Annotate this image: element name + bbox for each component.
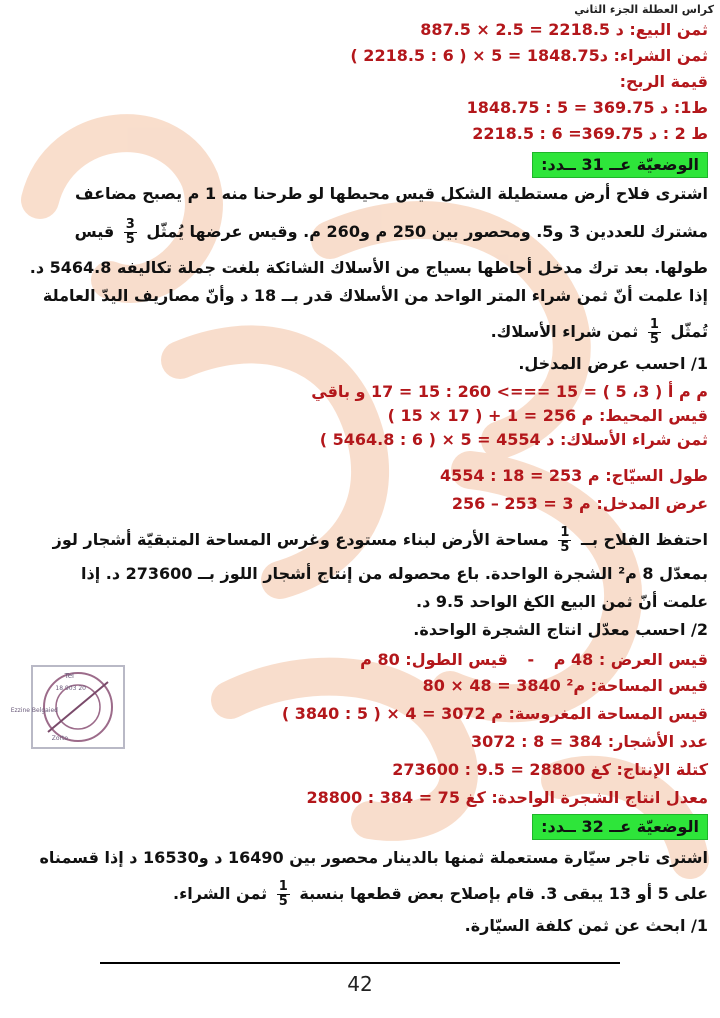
sit31-text: مشترك للعددين 3 و5. ومحصور بين 250 م و260 م. وقيس عرضها يُمثّل — [146, 222, 708, 241]
purchase-price-label: ثمن الشراء: — [613, 46, 708, 65]
fraction-numerator: 1 — [560, 525, 570, 540]
sit31-text: مساحة الأرض لبناء مستودع وغرس المساحة المتبقيّة أشجار لوز — [52, 530, 549, 549]
question-1: 1/ احسب عرض المدخل. — [518, 354, 708, 373]
method1-line — [12, 96, 708, 120]
stamp-text: Tel — [64, 672, 74, 680]
method2-line — [12, 122, 708, 146]
fraction-one-fifth — [558, 526, 571, 555]
planted-area-calc: ( 3840 : 5 ) × 4 = 3072 م — [281, 704, 503, 723]
situation-32-badge: الوضعيّة عــ 32 ــدد: — [532, 814, 708, 840]
length-label: قيس الطول: — [405, 650, 508, 669]
sit32-paragraph-line — [12, 880, 708, 909]
area-label: قيس المساحة: — [590, 676, 708, 695]
purchase-price-calc: ( 2218.5 : 6 ) × 5 = 1848.75د — [350, 46, 608, 65]
situation-32-heading — [12, 814, 708, 840]
sale-price-label: ثمن البيع: — [629, 20, 708, 39]
sit31-text: احتفظ الفلاح بــ — [581, 530, 708, 549]
production-mass-label: كتلة الإنتاج: — [616, 760, 708, 779]
page-number: 42 — [347, 972, 373, 996]
wire-cost-line — [12, 428, 708, 452]
entry-width-line — [12, 492, 708, 516]
avg-production-label: معدل انتاج الشجرة الواحدة: — [491, 788, 708, 807]
sit31-paragraph-line: طولها. بعد ترك مدخل أحاطها بسياج من الأسلاك الشائكة بلغت جملة تكاليفه 5464.8 د. — [29, 258, 708, 277]
fence-length-calc: 4554 : 18 = 253 م — [440, 466, 600, 485]
profit-line — [12, 70, 708, 94]
fraction-numerator: 1 — [278, 879, 288, 894]
tree-count-calc: 3072 : 8 = 384 — [471, 732, 603, 751]
situation-31-badge: الوضعيّة عــ 31 ــدد: — [532, 152, 708, 178]
width-value: 48 م — [553, 650, 594, 669]
sit32-text: ثمن الشراء. — [173, 884, 268, 903]
tree-count-label: عدد الأشجار: — [607, 732, 708, 751]
sit31-paragraph-line: إذا علمت أنّ ثمن شراء المتر الواحد من الأسلاك قدر بــ 18 د وأنّ مصاريف اليدّ العاملة — [42, 286, 708, 305]
purchase-price-line — [12, 44, 708, 68]
stamp-text: Ezzine Belgaied — [10, 707, 58, 714]
sale-price-line — [12, 18, 708, 42]
footer-divider — [100, 962, 620, 964]
fraction-denominator: 5 — [278, 894, 288, 909]
sale-price-calc: 887.5 × 2.5 = 2218.5 د — [420, 20, 624, 39]
method2-label: ط 2 : — [662, 124, 708, 143]
sit31-paragraph-line — [12, 318, 708, 347]
method2-calc: 2218.5 : 6 =369.75 د — [472, 124, 658, 143]
fraction-one-fifth — [277, 880, 290, 909]
perimeter-label: قيس المحيط: — [598, 406, 708, 425]
fraction-denominator: 5 — [125, 232, 135, 247]
sit31-paragraph-line: علمت أنّ ثمن البيع الكغ الواحد 9.5 د. — [415, 592, 708, 611]
avg-production-line — [12, 786, 708, 810]
sit31-text: ثمن شراء الأسلاك. — [490, 322, 639, 341]
wire-cost-label: ثمن شراء الأسلاك: — [560, 430, 708, 449]
page-header: كراس العطلة الجزء الثاني — [574, 3, 714, 16]
production-mass-line — [12, 758, 708, 782]
sit31-text: قيس — [74, 222, 115, 241]
fence-length-label: طول السيّاج: — [605, 466, 708, 485]
lcm-answer-line — [12, 380, 708, 404]
question-2: 2/ احسب معدّل انتاج الشجرة الواحدة. — [413, 620, 708, 639]
planted-area-label: قيس المساحة المغروسة: — [508, 704, 708, 723]
perimeter-calc: ( 15 × 17 ) + 1 = 256 م — [387, 406, 594, 425]
avg-production-calc: 28800 : 384 = 75 كغ — [306, 788, 486, 807]
area-calc: 80 × 48 = 3840 م² — [422, 676, 586, 695]
fraction-numerator: 1 — [649, 317, 659, 332]
sit32-text: على 5 أو 13 يبقى 3. قام بإصلاح بعض قطعها بنسبة — [299, 884, 708, 903]
fraction-denominator: 5 — [560, 540, 570, 555]
fraction-numerator: 3 — [125, 217, 135, 232]
stamp-graphic — [10, 662, 128, 752]
lcm-calc: م م أ ( 3، 5 ) = 15 ===> 260 : 15 = 17 و باقي — [311, 382, 708, 401]
sit32-question-1: 1/ ابحث عن ثمن كلفة السيّارة. — [464, 916, 708, 935]
sit31-paragraph-line — [12, 526, 708, 555]
method1-calc: 1848.75 : 5 = 369.75 د — [466, 98, 669, 117]
entry-width-label: عرض المدخل: — [596, 494, 708, 513]
stamp-text: 20 903 18 — [55, 685, 86, 692]
fence-length-line — [12, 464, 708, 488]
stamp-text: Zorto — [51, 735, 68, 742]
sit31-paragraph-line — [12, 218, 708, 247]
sit31-text: تُمثّل — [670, 322, 708, 341]
profit-label: قيمة الربح: — [619, 72, 708, 91]
fraction-one-fifth — [648, 318, 661, 347]
perimeter-line — [12, 404, 708, 428]
fraction-denominator: 5 — [649, 332, 659, 347]
wire-cost-calc: ( 5464.8 : 6 ) × 5 = 4554 د — [319, 430, 555, 449]
entry-width-calc: 256 – 253 = 3 م — [451, 494, 591, 513]
production-mass-calc: 273600 : 9.5 = 28800 كغ — [392, 760, 611, 779]
separator-dash: - — [527, 650, 535, 669]
length-value: 80 م — [360, 650, 400, 669]
situation-31-heading — [12, 152, 708, 178]
width-label: قيس العرض : — [598, 650, 708, 669]
sit31-paragraph-line: بمعدّل 8 م² الشجرة الواحدة. باع محصوله من إنتاج أشجار اللوز بــ 273600 د. إذا — [81, 564, 708, 583]
sit32-paragraph-line: اشترى تاجر سيّارة مستعملة ثمنها بالدينار محصور بين 16490 د و16530 د إذا قسمناه — [39, 848, 708, 867]
sit31-paragraph-line: اشترى فلاح أرض مستطيلة الشكل قيس محيطها لو طرحنا منه 1 م يصبح مضاعف — [75, 184, 708, 203]
fraction-three-fifths — [124, 218, 137, 247]
method1-label: ط1: — [673, 98, 708, 117]
